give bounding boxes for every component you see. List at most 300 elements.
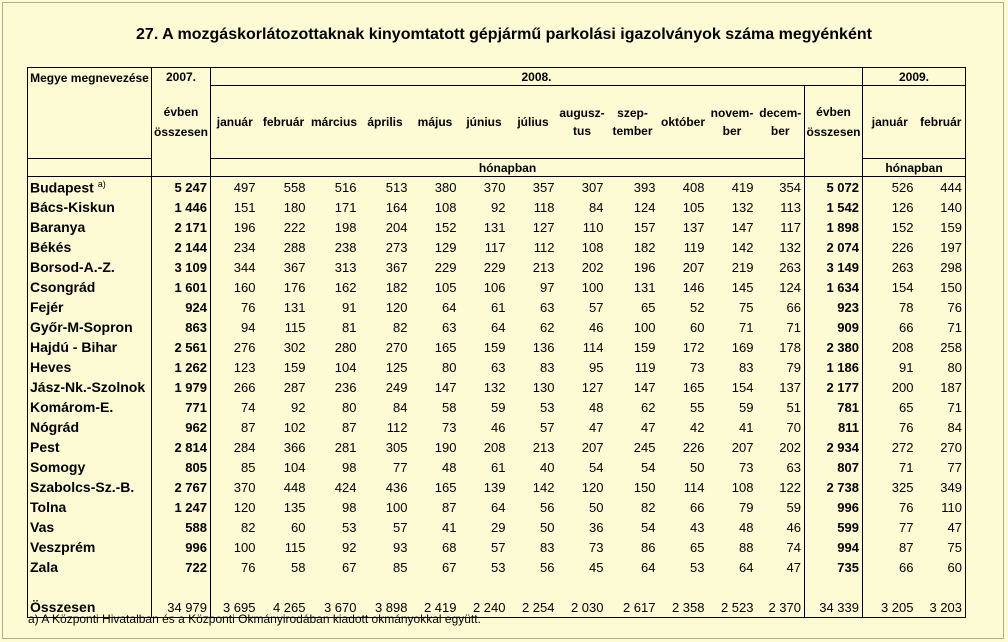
value-2007: 771 xyxy=(152,397,211,417)
value-month-2008: 3 670 xyxy=(309,597,360,618)
value-month-2008: 85 xyxy=(393,559,408,575)
value-month-2008: 57 xyxy=(393,519,408,535)
county-name: Baranya xyxy=(28,217,152,237)
value-month-2008: 63 xyxy=(540,299,555,315)
value-month-2008: 53 xyxy=(342,519,357,535)
value-month-2008: 357 xyxy=(532,179,555,195)
value-month-2009: 87 xyxy=(899,539,914,555)
value-month-2008: 74 xyxy=(241,399,256,415)
value-month-2008: 154 xyxy=(731,379,754,395)
value-month-2008: 178 xyxy=(779,339,801,355)
header-month-2008: február xyxy=(259,86,309,159)
value-month-2009: 71 xyxy=(899,459,914,475)
value-month-2008: 51 xyxy=(786,399,801,415)
value-month-2008: 80 xyxy=(442,359,457,375)
value-2008: 1 186 xyxy=(805,357,863,377)
value-month-2009: 60 xyxy=(917,557,966,577)
value-month-2008: 152 xyxy=(434,219,457,235)
value-2008: 5 072 xyxy=(805,177,863,198)
value-2007: 1 446 xyxy=(152,197,211,217)
value-month-2008: 50 xyxy=(690,459,705,475)
header-month-2009: február xyxy=(917,86,966,159)
value-month-2008: 62 xyxy=(540,319,555,335)
value-2008: 923 xyxy=(805,297,863,317)
value-month-2008: 159 xyxy=(483,339,506,355)
header-month-2009: január xyxy=(863,86,917,159)
value-month-2008: 87 xyxy=(342,419,357,435)
value-month-2009: 76 xyxy=(899,419,914,435)
value-month-2008: 132 xyxy=(779,239,801,255)
value-month-2008: 367 xyxy=(385,259,408,275)
value-2008: 1 898 xyxy=(805,217,863,237)
value-month-2008: 229 xyxy=(483,259,506,275)
header-county: Megye megnevezése xyxy=(28,68,152,159)
value-month-2008: 84 xyxy=(393,399,408,415)
value-month-2009: 152 xyxy=(891,219,914,235)
value-month-2008: 207 xyxy=(682,259,705,275)
value-month-2008: 263 xyxy=(779,259,801,275)
value-month-2008: 165 xyxy=(434,479,457,495)
header-month-2008: január xyxy=(211,86,259,159)
header-year-2008: 2008. xyxy=(211,68,863,86)
value-month-2008: 137 xyxy=(779,379,801,395)
value-month-2009: 80 xyxy=(917,357,966,377)
county-name: Veszprém xyxy=(28,537,152,557)
value-2008: 1 542 xyxy=(805,197,863,217)
value-month-2008: 135 xyxy=(283,499,306,515)
value-month-2008: 119 xyxy=(683,239,705,255)
value-month-2009: 71 xyxy=(917,317,966,337)
value-month-2009: 187 xyxy=(917,377,966,397)
value-month-2008: 273 xyxy=(385,239,408,255)
value-2008: 2 738 xyxy=(805,477,863,497)
value-month-2008: 2 240 xyxy=(460,597,509,618)
value-month-2008: 87 xyxy=(241,419,256,435)
value-month-2008: 46 xyxy=(589,319,604,335)
value-month-2008: 142 xyxy=(532,479,555,495)
value-month-2008: 2 523 xyxy=(708,597,757,618)
value-2007: 588 xyxy=(152,517,211,537)
county-name: Nógrád xyxy=(28,417,152,437)
value-month-2008: 558 xyxy=(283,179,306,195)
value-month-2008: 113 xyxy=(780,199,801,215)
value-2008: 3 149 xyxy=(805,257,863,277)
value-month-2009: 75 xyxy=(917,537,966,557)
value-month-2008: 55 xyxy=(690,399,705,415)
value-month-2008: 124 xyxy=(779,279,801,295)
value-month-2008: 74 xyxy=(786,539,801,555)
value-month-2008: 108 xyxy=(731,479,754,495)
value-month-2008: 54 xyxy=(589,459,604,475)
county-name: Bács-Kiskun xyxy=(28,197,152,217)
table-row xyxy=(28,457,966,477)
county-name: Somogy xyxy=(28,457,152,477)
value-month-2008: 245 xyxy=(633,439,656,455)
value-2008: 994 xyxy=(805,537,863,557)
value-2007: 962 xyxy=(152,417,211,437)
value-month-2008: 380 xyxy=(434,179,457,195)
value-month-2009: 226 xyxy=(891,239,914,255)
header-2008-annual: évben összesen xyxy=(805,86,863,159)
value-month-2008: 76 xyxy=(241,559,256,575)
value-month-2008: 91 xyxy=(342,299,357,315)
value-month-2008: 207 xyxy=(731,439,754,455)
table-row xyxy=(28,297,966,317)
county-name: Komárom-E. xyxy=(28,397,152,417)
value-2007: 2 171 xyxy=(152,217,211,237)
value-month-2008: 77 xyxy=(393,459,408,475)
value-month-2008: 100 xyxy=(233,539,256,555)
value-month-2008: 305 xyxy=(385,439,408,455)
value-month-2009: 126 xyxy=(891,199,914,215)
value-month-2008: 165 xyxy=(682,379,705,395)
value-month-2008: 114 xyxy=(683,479,705,495)
value-month-2008: 123 xyxy=(233,359,256,375)
value-month-2008: 50 xyxy=(589,499,604,515)
header-month-2008: május xyxy=(411,86,460,159)
value-month-2008: 87 xyxy=(442,499,457,515)
value-month-2009: 444 xyxy=(917,177,966,198)
value-month-2008: 63 xyxy=(442,319,457,335)
value-month-2008: 61 xyxy=(491,299,506,315)
footnote: a) A Központi Hivatalban és a Központi Okmányirodában kiadott okmányokkal együtt. xyxy=(28,612,481,626)
value-month-2008: 219 xyxy=(731,259,754,275)
value-month-2008: 68 xyxy=(442,539,457,555)
value-2007: 1 262 xyxy=(152,357,211,377)
table-row xyxy=(28,477,966,497)
value-month-2008: 64 xyxy=(641,559,656,575)
value-month-2008: 66 xyxy=(786,299,801,315)
value-2007: 1 601 xyxy=(152,277,211,297)
value-month-2008: 131 xyxy=(283,299,306,315)
county-name: Jász-Nk.-Szolnok xyxy=(28,377,152,397)
value-month-2008: 229 xyxy=(434,259,457,275)
value-month-2009: 66 xyxy=(899,319,914,335)
value-month-2008: 36 xyxy=(589,519,604,535)
value-2008: 807 xyxy=(805,457,863,477)
value-month-2008: 92 xyxy=(491,199,506,215)
value-month-2009: 150 xyxy=(917,277,966,297)
value-month-2008: 83 xyxy=(540,359,555,375)
value-month-2008: 127 xyxy=(581,379,604,395)
header-month-2008: szep-tember xyxy=(607,86,659,159)
value-2007: 2 144 xyxy=(152,237,211,257)
value-month-2008: 190 xyxy=(434,439,457,455)
value-month-2008: 46 xyxy=(491,419,506,435)
header-month-2008: március xyxy=(309,86,360,159)
value-month-2008: 160 xyxy=(233,279,256,295)
value-month-2008: 196 xyxy=(233,219,256,235)
value-month-2008: 79 xyxy=(786,359,801,375)
value-month-2008: 344 xyxy=(233,259,256,275)
value-month-2008: 52 xyxy=(690,299,705,315)
value-month-2008: 270 xyxy=(385,339,408,355)
value-month-2008: 57 xyxy=(540,419,555,435)
value-month-2008: 238 xyxy=(334,239,357,255)
value-month-2008: 165 xyxy=(434,339,457,355)
value-month-2008: 130 xyxy=(532,379,555,395)
value-month-2008: 53 xyxy=(491,559,506,575)
value-month-2008: 159 xyxy=(283,359,306,375)
value-2008: 2 074 xyxy=(805,237,863,257)
value-month-2008: 366 xyxy=(283,439,306,455)
value-month-2008: 112 xyxy=(386,419,408,435)
value-month-2008: 65 xyxy=(641,299,656,315)
value-month-2008: 108 xyxy=(434,199,457,215)
value-month-2008: 234 xyxy=(233,239,256,255)
value-month-2008: 73 xyxy=(442,419,457,435)
value-month-2008: 73 xyxy=(589,539,604,555)
value-month-2009: 66 xyxy=(899,559,914,575)
value-month-2008: 132 xyxy=(731,199,754,215)
value-month-2008: 213 xyxy=(532,259,555,275)
county-name: Zala xyxy=(28,557,152,577)
value-month-2009: 298 xyxy=(917,257,966,277)
value-month-2009: 272 xyxy=(891,439,914,455)
value-2007: 805 xyxy=(152,457,211,477)
header-month-2008: április xyxy=(360,86,411,159)
value-month-2008: 436 xyxy=(385,479,408,495)
table-row xyxy=(28,257,966,277)
value-month-2008: 147 xyxy=(731,219,754,235)
value-month-2008: 157 xyxy=(633,219,656,235)
value-month-2008: 288 xyxy=(283,239,306,255)
value-month-2008: 42 xyxy=(690,419,705,435)
value-month-2008: 83 xyxy=(739,359,754,375)
value-month-2008: 41 xyxy=(739,419,754,435)
value-month-2008: 71 xyxy=(786,319,801,335)
county-name: Heves xyxy=(28,357,152,377)
value-month-2008: 56 xyxy=(540,559,555,575)
header-2007-annual: évben összesen xyxy=(152,86,211,159)
value-month-2009: 349 xyxy=(917,477,966,497)
value-month-2008: 70 xyxy=(786,419,801,435)
table-row xyxy=(28,277,966,297)
value-month-2008: 131 xyxy=(483,219,506,235)
value-month-2009: 84 xyxy=(917,417,966,437)
value-month-2008: 117 xyxy=(484,239,506,255)
value-month-2008: 139 xyxy=(483,479,506,495)
value-month-2008: 222 xyxy=(283,219,306,235)
value-month-2008: 104 xyxy=(334,359,357,375)
value-month-2008: 213 xyxy=(532,439,555,455)
value-2008: 811 xyxy=(805,417,863,437)
value-month-2008: 86 xyxy=(641,539,656,555)
value-month-2008: 207 xyxy=(581,439,604,455)
value-month-2008: 182 xyxy=(633,239,656,255)
value-month-2008: 266 xyxy=(233,379,256,395)
value-month-2008: 57 xyxy=(491,539,506,555)
header-monthly-2009: hónapban xyxy=(863,159,966,177)
value-month-2008: 73 xyxy=(690,359,705,375)
value-month-2008: 147 xyxy=(434,379,457,395)
table-row xyxy=(28,177,966,198)
value-month-2008: 117 xyxy=(780,219,801,235)
value-month-2008: 82 xyxy=(393,319,408,335)
value-month-2008: 114 xyxy=(582,339,604,355)
value-month-2008: 58 xyxy=(291,559,306,575)
value-month-2008: 124 xyxy=(633,199,656,215)
value-2008: 996 xyxy=(805,497,863,517)
value-month-2008: 83 xyxy=(540,539,555,555)
value-2007: 2 814 xyxy=(152,437,211,457)
value-2008: 2 380 xyxy=(805,337,863,357)
value-month-2008: 370 xyxy=(233,479,256,495)
value-month-2008: 29 xyxy=(491,519,506,535)
value-month-2008: 102 xyxy=(283,419,306,435)
value-month-2008: 64 xyxy=(739,559,754,575)
table-row xyxy=(28,397,966,417)
value-month-2008: 93 xyxy=(393,539,408,555)
value-month-2008: 281 xyxy=(334,439,357,455)
value-month-2009: 197 xyxy=(917,237,966,257)
value-month-2008: 132 xyxy=(483,379,506,395)
value-month-2009: 78 xyxy=(899,299,914,315)
value-month-2008: 497 xyxy=(233,179,256,195)
value-2007: 863 xyxy=(152,317,211,337)
value-month-2008: 119 xyxy=(634,359,656,375)
value-month-2008: 80 xyxy=(342,399,357,415)
table-row xyxy=(28,557,966,577)
value-month-2008: 112 xyxy=(533,239,555,255)
value-month-2008: 204 xyxy=(385,219,408,235)
value-month-2008: 64 xyxy=(491,499,506,515)
value-month-2009: 263 xyxy=(891,259,914,275)
value-month-2008: 53 xyxy=(690,559,705,575)
value-month-2009: 47 xyxy=(917,517,966,537)
value-month-2008: 162 xyxy=(334,279,357,295)
table-row xyxy=(28,497,966,517)
value-month-2008: 125 xyxy=(385,359,408,375)
value-month-2008: 95 xyxy=(589,359,604,375)
value-month-2008: 104 xyxy=(283,459,306,475)
value-month-2008: 118 xyxy=(533,199,555,215)
value-month-2009: 154 xyxy=(891,279,914,295)
value-2008: 781 xyxy=(805,397,863,417)
value-month-2008: 47 xyxy=(641,419,656,435)
value-month-2008: 142 xyxy=(731,239,754,255)
table-row xyxy=(28,417,966,437)
value-2007: 2 767 xyxy=(152,477,211,497)
county-name: Összesen xyxy=(28,597,152,618)
value-month-2009: 140 xyxy=(917,197,966,217)
value-month-2008: 2 370 xyxy=(757,597,805,618)
value-month-2008: 50 xyxy=(540,519,555,535)
value-2007: 2 561 xyxy=(152,337,211,357)
value-month-2008: 40 xyxy=(540,459,555,475)
value-month-2008: 46 xyxy=(786,519,801,535)
value-2008: 2 934 xyxy=(805,437,863,457)
footnote-marker: a) xyxy=(97,178,106,189)
value-2007: 1 979 xyxy=(152,377,211,397)
value-month-2008: 92 xyxy=(291,399,306,415)
value-month-2008: 41 xyxy=(442,519,457,535)
value-month-2008: 48 xyxy=(739,519,754,535)
value-month-2008: 47 xyxy=(786,559,801,575)
value-month-2008: 367 xyxy=(283,259,306,275)
county-name xyxy=(28,177,152,198)
value-month-2008: 136 xyxy=(532,339,555,355)
value-month-2008: 108 xyxy=(581,239,604,255)
value-month-2008: 84 xyxy=(589,199,604,215)
value-2008: 909 xyxy=(805,317,863,337)
value-2007: 5 247 xyxy=(152,177,211,198)
value-month-2008: 3 898 xyxy=(360,597,411,618)
value-month-2008: 110 xyxy=(582,219,604,235)
value-month-2008: 120 xyxy=(233,499,256,515)
value-month-2009: 76 xyxy=(917,297,966,317)
value-2007: 3 109 xyxy=(152,257,211,277)
value-month-2008: 59 xyxy=(739,399,754,415)
value-month-2008: 370 xyxy=(483,179,506,195)
value-month-2008: 147 xyxy=(633,379,656,395)
value-month-2008: 198 xyxy=(334,219,357,235)
table-row xyxy=(28,437,966,457)
header-month-2008: decem-ber xyxy=(757,86,805,159)
county-name: Győr-M-Sopron xyxy=(28,317,152,337)
value-month-2009: 325 xyxy=(891,479,914,495)
value-month-2008: 408 xyxy=(682,179,705,195)
value-month-2008: 146 xyxy=(682,279,705,295)
county-name: Fejér xyxy=(28,297,152,317)
header-month-2008: augusz-tus xyxy=(558,86,607,159)
value-month-2008: 424 xyxy=(334,479,357,495)
header-month-2008: október xyxy=(659,86,708,159)
value-month-2008: 76 xyxy=(241,299,256,315)
value-month-2008: 302 xyxy=(283,339,306,355)
value-month-2008: 58 xyxy=(442,399,457,415)
value-month-2008: 60 xyxy=(690,319,705,335)
value-month-2008: 100 xyxy=(385,499,408,515)
value-month-2008: 43 xyxy=(690,519,705,535)
value-month-2008: 164 xyxy=(385,199,408,215)
value-month-2008: 54 xyxy=(641,519,656,535)
value-month-2008: 97 xyxy=(540,279,555,295)
header-year-2007: 2007. xyxy=(152,68,211,86)
county-name: Hajdú - Bihar xyxy=(28,337,152,357)
value-month-2008: 120 xyxy=(385,299,408,315)
value-month-2008: 202 xyxy=(779,439,801,455)
value-month-2008: 145 xyxy=(731,279,754,295)
county-name: Vas xyxy=(28,517,152,537)
value-month-2008: 287 xyxy=(283,379,306,395)
value-month-2008: 71 xyxy=(739,319,754,335)
value-month-2008: 2 030 xyxy=(558,597,607,618)
county-name: Pest xyxy=(28,437,152,457)
value-month-2009: 526 xyxy=(891,179,914,195)
header-month-2008: novem-ber xyxy=(708,86,757,159)
value-month-2008: 3 695 xyxy=(211,597,259,618)
value-month-2009: 77 xyxy=(899,519,914,535)
value-month-2009: 3 205 xyxy=(863,597,917,618)
value-month-2009: 208 xyxy=(891,339,914,355)
table-row xyxy=(28,517,966,537)
value-month-2009: 91 xyxy=(899,359,914,375)
value-month-2009: 270 xyxy=(917,437,966,457)
value-month-2008: 65 xyxy=(690,539,705,555)
value-month-2008: 56 xyxy=(540,499,555,515)
value-month-2008: 127 xyxy=(532,219,555,235)
value-month-2008: 284 xyxy=(233,439,256,455)
value-month-2008: 513 xyxy=(385,179,408,195)
value-month-2008: 2 358 xyxy=(659,597,708,618)
table-row xyxy=(28,357,966,377)
value-month-2008: 54 xyxy=(641,459,656,475)
value-month-2008: 208 xyxy=(483,439,506,455)
value-month-2008: 92 xyxy=(342,539,357,555)
value-month-2008: 196 xyxy=(633,259,656,275)
value-month-2008: 393 xyxy=(633,179,656,195)
